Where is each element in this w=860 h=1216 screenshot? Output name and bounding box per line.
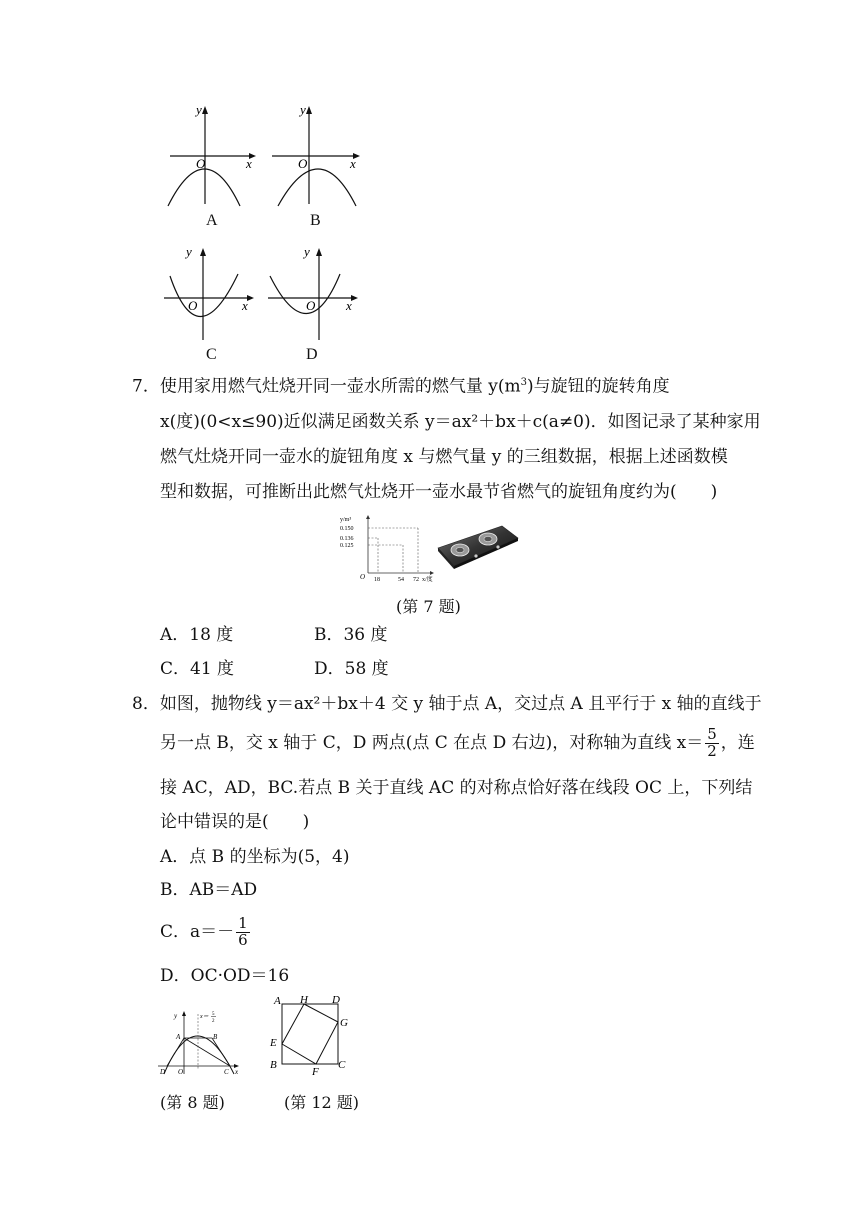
q6-graph-b <box>264 100 364 210</box>
fig8-frac-num: 5 <box>212 1012 215 1017</box>
q8-line3: 接 AC，AD，BC.若点 B 关于直线 AC 的对称点恰好落在线段 OC 上，下列结 <box>160 778 753 798</box>
q12-figure <box>266 994 356 1076</box>
q7-chart-ytick: 0.136 <box>340 536 354 542</box>
y-axis-label: y <box>300 102 306 117</box>
q7-line2: x(度)(0<x≤90)近似满足函数关系 y＝ax²＋bx＋c(a≠0)．如图记录了某种家用 <box>160 412 761 432</box>
q7-chart-xtick: 18 <box>374 577 380 583</box>
q7-chart-ylabel: y/m³ <box>340 517 352 523</box>
q7-chart <box>336 513 440 583</box>
q8-text-2b: ，连 <box>720 733 755 753</box>
x-axis-label: x <box>246 156 252 171</box>
q6-graph-c <box>160 242 260 342</box>
fig8-point-c: C <box>224 1068 229 1076</box>
fig8-axis-label: x＝ <box>200 1014 209 1020</box>
q8-option-b: B．AB＝AD <box>160 880 258 900</box>
q7-option-a: A．18 度 <box>160 625 234 645</box>
q6-graph-d <box>264 242 364 342</box>
q8-axis-fraction: $\frac{5}{2}$ <box>707 725 717 760</box>
q7-chart-xlabel: x/度 <box>422 577 433 583</box>
q7-chart-origin: O <box>360 573 366 581</box>
q7-chart-xtick: 72 <box>413 577 419 583</box>
q6-graph-a <box>160 100 260 210</box>
origin-label: O <box>188 298 198 313</box>
q6-option-b-label: B <box>310 212 321 229</box>
fig12-label: E <box>270 1037 277 1049</box>
q7-option-c: C．41 度 <box>160 659 235 679</box>
q8-line2 <box>160 726 755 766</box>
fig8-frac-den: 2 <box>212 1019 215 1024</box>
q7-line3: 燃气灶烧开同一壶水的旋钮角度 x 与燃气量 y 的三组数据，根据上述函数模 <box>160 447 728 467</box>
q7-chart-xtick: 54 <box>398 577 404 583</box>
q7-caption: (第 7 题) <box>396 597 461 616</box>
q8-text-1: 如图，抛物线 y＝ax²＋bx＋4 交 y 轴于点 A，交过点 A 且平行于 x 轴的直线于 <box>159 694 762 714</box>
q7-chart-ytick: 0.125 <box>340 543 354 549</box>
fig8-point-b: B <box>213 1033 218 1041</box>
x-axis-label: x <box>350 156 356 171</box>
gas-stove-illustration <box>436 522 520 570</box>
y-axis-label: y <box>304 244 310 259</box>
q7-superscript: 3 <box>520 377 527 388</box>
fig8-origin: O <box>178 1068 184 1076</box>
q12-figure-caption: (第 12 题) <box>284 1093 360 1112</box>
fig12-label: A <box>274 995 281 1007</box>
q8-option-c: C．a＝－ $\frac{1}{6}$ <box>160 914 248 949</box>
q7-option-b: B．36 度 <box>314 625 388 645</box>
fig12-label: C <box>338 1059 346 1071</box>
q7-line4: 型和数据，可推断出此燃气灶烧开一壶水最节省燃气的旋钮角度约为( ) <box>160 482 718 502</box>
y-axis-label: y <box>196 102 202 117</box>
q8-option-c-fraction: $\frac{1}{6}$ <box>238 914 248 949</box>
q7-option-d: D．58 度 <box>314 659 389 679</box>
x-axis-label: x <box>242 298 248 313</box>
q7-text-1-end: )与旋钮的旋转角度 <box>526 376 670 397</box>
q8-option-a: A．点 B 的坐标为(5，4) <box>160 847 350 867</box>
q6-option-d-label: D <box>306 346 318 363</box>
q6-option-c-label: C <box>206 346 217 363</box>
q8-text-2a: 另一点 B，交 x 轴于 C，D 两点(点 C 在点 D 右边)，对称轴为直线 x＝ <box>160 733 704 753</box>
origin-label: O <box>196 156 206 171</box>
origin-label: O <box>298 156 308 171</box>
q7-line1 <box>132 378 670 396</box>
q7-number: 7． <box>132 376 160 397</box>
q6-option-a-label: A <box>206 212 218 229</box>
fig8-point-a: A <box>176 1033 181 1041</box>
q8-number: 8． <box>132 694 160 714</box>
fig12-label: B <box>270 1059 277 1071</box>
q8-figure <box>156 1008 242 1078</box>
fig8-y-label: y <box>174 1012 178 1020</box>
q7-text-1: 使用家用燃气灶烧开同一壶水所需的燃气量 y(m <box>159 376 521 397</box>
q7-chart-ytick: 0.150 <box>340 526 354 532</box>
fig12-label: G <box>340 1017 348 1029</box>
origin-label: O <box>306 298 316 313</box>
fig8-point-d: D <box>160 1068 166 1076</box>
q8-figure-caption: (第 8 题) <box>160 1093 225 1112</box>
q8-option-d: D．OC·OD＝16 <box>160 966 290 986</box>
fig8-x-label: x <box>235 1068 239 1076</box>
y-axis-label: y <box>186 244 192 259</box>
fig12-label: D <box>332 994 340 1006</box>
fig12-label: H <box>300 994 308 1006</box>
x-axis-label: x <box>346 298 352 313</box>
fig12-label: F <box>312 1066 319 1076</box>
q8-line4: 论中错误的是( ) <box>160 812 310 832</box>
q8-line1 <box>132 696 762 713</box>
